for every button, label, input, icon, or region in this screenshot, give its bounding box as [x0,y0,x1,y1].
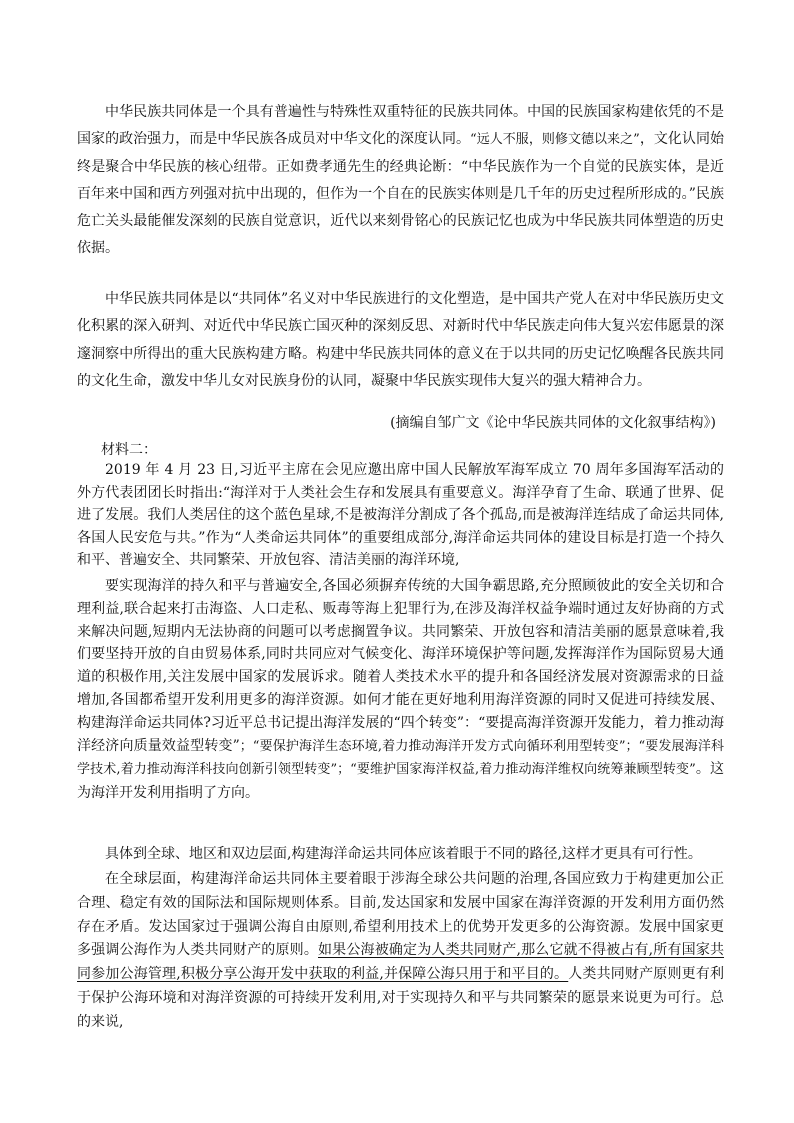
paragraph-6 [77,868,724,1035]
paragraph-6-text-b: 人类共同财产原则更有利于保护公海环境和对海洋资源的可持续开发利用,对于实现持久和平与共同繁荣的愿景来说更为可行。总的来说, [77,966,724,1030]
paragraph-4-text-a: 要实现海洋的持久和平与普遍安全,各国必须摒弃传统的大国争霸思路,充分照顾彼此的安全关切和合理利益,联合起来打击海盗、人口走私、贩毒等海上犯罪行为,在涉及海洋权益争端时通过友好协商的方式来解决问题,短期内无法协商的问题可以考虑搁置争议。共同繁荣、开放包容和清洁美丽的愿景意味着,我们要坚持开放的自由贸易体系,同时共同应对气候变化、海洋环境保护等问题,发挥海洋作为国际贸易大通道的积极作用,关注发展中国家的发展诉求。随着人类技术水平的提升和各国经济发展对资源需求的日益增加,各国都希望开发利用更多的海洋资源。如何才能在更好地利用海洋资源的同时又促进可持续发展、构建海洋命运共同体?习近平总书记提出海洋发展的“四个转变”：“要提高海洋资源开发能力，着力推动海洋经济向质量效益型转变” [77,578,724,754]
paragraph-2: 中华民族共同体是以“共同体”名义对中华民族进行的文化塑造，是中国共产党人在对中华民族历史文化积累的深入研判、对近代中华民族亡国灭种的深刻反思、对新时代中华民族走向伟大复兴宏伟愿景的深邃洞察中所得出的重大民族构建方略。构建中华民族共同体的意义在于以共同的历史记忆唤醒各民族共同的文化生命，激发中华儿女对民族身份的认同，凝聚中华民族实现伟大复兴的强大精神合力。 [77,291,724,389]
paragraph-3: 2019 年 4 月 23 日,习近平主席在会见应邀出席中国人民解放军海军成立 70 周年多国海军活动的外方代表团团长时指出:“海洋对于人类社会生存和发展具有重要意义。海洋孕育了生命、联通了世界、促进了发展。我们人类居住的这个蓝色星球,不是被海洋分割成了各个孤岛,而是被海洋连结成了命运共同体,各国人民安危与共。”作为“人类命运共同体”的重要组成部分,海洋命运共同体的建设目标是打造一个持久和平、普遍安全、共同繁荣、开放包容、清洁美丽的海洋环境, [77,462,724,568]
paragraph-6-text-a: 在全球层面，构建海洋命运共同体主要着眼于涉海全球公共问题的治理,各国应致力于构建更加公正合理、稳定有效的国际法和国际规则体系。目前,发达国家和发展中国家在海洋资源的开发利用方面仍然存在矛盾。发达国家过于强调公海自由原则,希望利用技术上的优势开发更多的公海资源。发展中国家更多强调公海作为人类共同财产的原则。 [77,871,724,959]
paragraph-5: 具体到全球、地区和双边层面,构建海洋命运共同体应该着眼于不同的路径,这样才更具有可行性。 [105,846,702,862]
paragraph-1-text-a: 中华民族共同体是一个具有普遍性与特殊性双重特征的民族共同体。中国的民族国家构建依凭的不是国家的政治强力，而是中华民族各成员对中华文化的深度认同。 [77,104,724,148]
material-two-heading: 材料二： [101,442,157,458]
paragraph-1 [77,99,724,263]
classical-quote: “远人不服，则修文德以来之” [470,132,640,148]
underlined-sentence: 如果公海被确定为人类共同财产,那么它就不得被占有,所有国家共同参加公海管理,积极分享公海开发中获取的利益,并保障公海只用于和平目的。 [77,942,725,983]
paragraph-4 [77,575,724,805]
paragraph-4-text-b: 。这为海洋开发利用指明了方向。 [77,761,724,802]
four-transformations-quotes: ；“要保护海洋生态环境,着力推动海洋开发方式向循环利用型转变”；“要发展海洋科学技术,着力推动海洋科技向创新引领型转变”；“要维护国家海洋权益,着力推动海洋维权向统筹兼顾型转变” [77,738,724,778]
source-citation: (摘编自邹广文《论中华民族共同体的文化叙事结构》) [390,415,716,431]
paragraph-1-text-b: ，文化认同始终是聚合中华民族的核心纽带。正如费孝通先生的经典论断：“中华民族作为一个自觉的民族实体，是近百年来中国和西方列强对抗中出现的，但作为一个自在的民族实体则是几千年的历史过程所形成的。”民族危亡关头最能催发深刻的民族自觉意识，近代以来刻骨铭心的民族记忆也成为中华民族共同体塑造的历史依据。 [77,131,724,257]
